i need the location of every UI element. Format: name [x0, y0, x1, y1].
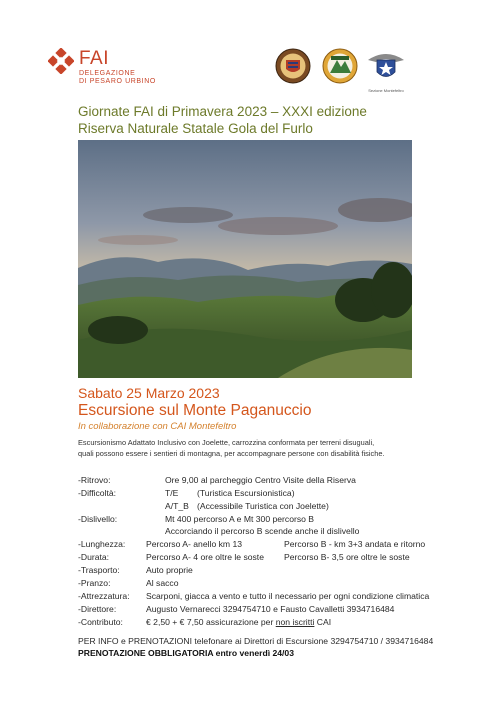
- contributo-value: [146, 617, 331, 627]
- fai-brand: FAI: [79, 48, 110, 69]
- cai-badge-caption: Sezione Montefeltro: [368, 88, 404, 93]
- pranzo-value: Al sacco: [146, 578, 179, 588]
- page-title: Giornate FAI di Primavera 2023 – XXXI edizione: [78, 104, 367, 119]
- attrezzatura-value: Scarponi, giacca a vento e tutto il necessario per ogni condizione climatica: [146, 591, 430, 601]
- lunghezza-b: Percorso B - km 3+3 andata e ritorno: [284, 539, 426, 549]
- gola-del-furlo-badge-icon: [322, 47, 358, 85]
- info-line: PER INFO e PRENOTAZIONI telefonare ai Direttori di Escursione 3294754710 / 3934716484: [78, 636, 434, 646]
- durata-a: Percorso A- 4 ore oltre le soste: [146, 552, 264, 562]
- lunghezza-a: Percorso A- anello km 13: [146, 539, 243, 549]
- direttore-label: -Direttore:: [78, 604, 117, 614]
- difficolta-desc-1: (Turistica Escursionistica): [197, 488, 295, 498]
- difficolta-label: -Difficoltà:: [78, 488, 117, 498]
- dislivello-label: -Dislivello:: [78, 514, 118, 524]
- durata-b: Percorso B- 3,5 ore oltre le soste: [284, 552, 410, 562]
- intro-line-2: quali possono essere i sentieri di montagna, per accompagnare persone con disabilità fisiche.: [78, 449, 385, 458]
- intro-line-1: Escursionismo Adattato Inclusivo con Joelette, carrozzina conformata per terreni disuguali,: [78, 438, 375, 447]
- direttore-value: Augusto Vernarecci 3294754710 e Fausto Cavalletti 3934716484: [146, 604, 395, 614]
- booking-required: PRENOTAZIONE OBBLIGATORIA entro venerdì 24/03: [78, 648, 294, 658]
- contributo-underlined: non iscritti: [275, 617, 315, 627]
- collaboration-note: In collaborazione con CAI Montefeltro: [78, 421, 237, 432]
- difficolta-code-2: A/T_B: [165, 501, 189, 511]
- ritrovo-value: Ore 9,00 al parcheggio Centro Visite della Riserva: [165, 475, 356, 485]
- dislivello-value-2: Accorciando il percorso B scende anche il dislivello: [165, 526, 360, 536]
- reserve-crest-icon: [275, 48, 311, 84]
- pranzo-label: -Pranzo:: [78, 578, 111, 588]
- cai-logo-icon: [366, 48, 406, 86]
- event-date: Sabato 25 Marzo 2023: [78, 385, 220, 401]
- difficolta-code-1: T/E: [165, 488, 179, 498]
- attrezzatura-label: -Attrezzatura:: [78, 591, 130, 601]
- ritrovo-label: -Ritrovo:: [78, 475, 111, 485]
- contributo-pre: € 2,50 + € 7,50 assicurazione per: [146, 617, 276, 627]
- trasporto-value: Auto proprie: [146, 565, 193, 575]
- durata-label: -Durata:: [78, 552, 110, 562]
- dislivello-value-1: Mt 400 percorso A e Mt 300 percorso B: [165, 514, 315, 524]
- contributo-label: -Contributo:: [78, 617, 123, 627]
- lunghezza-label: -Lunghezza:: [78, 539, 126, 549]
- page-subtitle: Riserva Naturale Statale Gola del Furlo: [78, 121, 313, 136]
- delegation-line-2: DI PESARO URBINO: [79, 78, 156, 85]
- landscape-photo: [78, 140, 412, 378]
- contributo-post: CAI: [314, 617, 332, 627]
- difficolta-desc-2: (Accessibile Turistica con Joelette): [197, 501, 329, 511]
- event-title: Escursione sul Monte Paganuccio: [78, 402, 312, 419]
- delegation-line-1: DELEGAZIONE: [79, 70, 136, 77]
- fai-logo-icon: [48, 48, 74, 74]
- trasporto-label: -Trasporto:: [78, 565, 120, 575]
